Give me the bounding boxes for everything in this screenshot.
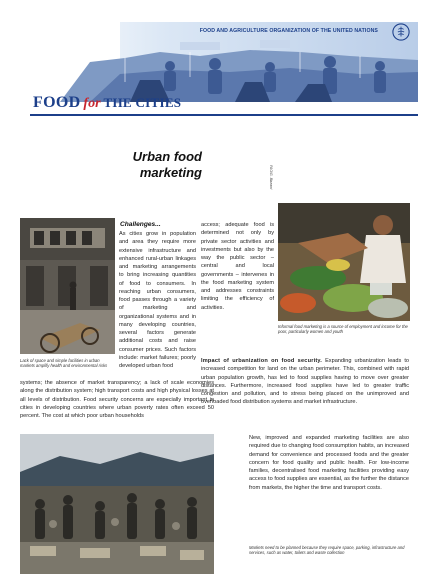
photo2-caption: Informal food marketing is a source of employment and income for the poor, particularly women and youth — [278, 324, 408, 335]
brand-for: for — [83, 96, 101, 111]
photo1-caption: Lack of space and simple facilities in urban markets amplify health and environmental risks — [20, 358, 108, 369]
photo3-caption: Markets need to be planned because they require space, parking, infrastructure and services, such as water, toilets and waste collection — [249, 545, 405, 556]
brand-title — [33, 94, 181, 112]
access-paragraph: access; adequate food is determined not only by private sector activities and investments but also by the way the public sector – central and local governments – intervenes in the food marketing system and addresses constraints limiting the efficiency of activities. — [201, 222, 274, 311]
brand-cities: THE CITIES — [103, 95, 182, 110]
marketing-paragraph: New, improved and expanded marketing facilities are also required due to changing food consumption habits, an increased demand for convenience and processed foods and the greater concern for food quality and public health. For low-income families, decentralised food marketing facilities providing easy access to food supplies are essential, as the further the distance from markets, the higher the time and transport costs. — [249, 435, 409, 491]
systems-paragraph: systems; the absence of market transparency; a lack of scale economies along the distribution system; high transport costs and high physical losses at all levels of distribution. Food security concerns are especially important in cities in developing countries where urban poverty rates often exceed 50 percent. The cost at which poor urban households — [20, 380, 214, 419]
banner-collage-image — [30, 22, 418, 102]
impact-text: Expanding urbanization leads to increased competition for land on the urban perimeter. This, combined with rapid urban population growth, has led to food supplies having to move over greater distances. Furthermore, increased food supplies have led to greater traffic congestion and pollution, and to stress being placed on the unimproved and overloaded food distribution systems and market infrastructure. — [201, 358, 409, 406]
impact-paragraph — [201, 357, 409, 407]
header-banner — [30, 22, 418, 102]
org-name: FOOD AND AGRICULTURE ORGANIZATION OF THE UNITED NATIONS — [199, 28, 378, 34]
fao-emblem-icon — [392, 23, 410, 41]
photo-credit: FAO/G. Bizzarri — [269, 165, 273, 190]
challenges-paragraph: As cities grow in population and area they require more extensive infrastructure and enhanced rural-urban linkages and marketing arrangements to bring increasing quantities of food to consumers. In reaching urban consumers, food passes through a variety of marketing and organizational systems and in many developing countries, several factors generate additional costs and raise consumer prices. Such factors include: market failures; poorly developed urban food — [119, 231, 196, 369]
challenges-heading: Challenges... — [120, 221, 161, 228]
header-rule — [30, 114, 418, 116]
vegetable-vendor-photo — [278, 203, 410, 321]
crowded-market-photo — [20, 434, 214, 574]
article-title: Urban food marketing — [132, 149, 202, 180]
impact-heading: Impact of urbanization on food security. — [201, 358, 323, 364]
brand-food: FOOD — [33, 94, 81, 111]
market-hall-photo — [20, 218, 115, 354]
